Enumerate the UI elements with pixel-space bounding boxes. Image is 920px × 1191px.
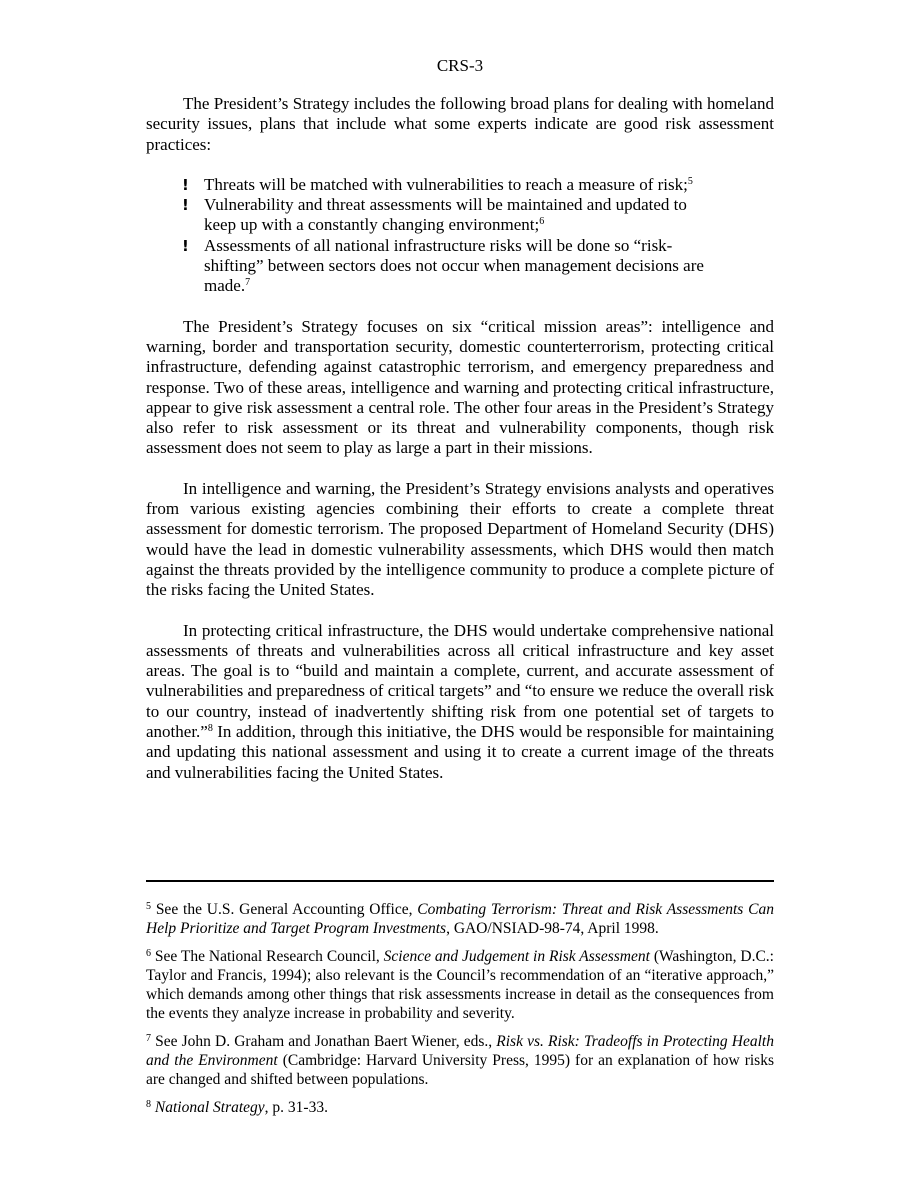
list-item xyxy=(182,174,716,195)
footnote-text: , GAO/NSIAD-98-74, April 1998. xyxy=(446,920,659,937)
bullet-text: Vulnerability and threat assessments will be maintained and updated to keep up with a constantly changing environment; xyxy=(204,195,687,235)
list-item xyxy=(182,235,716,297)
footnote-text: (Cambridge: Harvard University Press, 1995) for an explanation of how risks are changed and shifted between populations. xyxy=(146,1052,774,1088)
footnote-divider xyxy=(146,880,774,882)
list-item xyxy=(182,195,716,236)
cited-title: Science and Judgement in Risk Assessment xyxy=(383,948,650,965)
body-text xyxy=(146,94,774,783)
cited-title: Risk vs. Risk: Tradeoffs in Protecting Health and the Environment xyxy=(146,1033,774,1069)
footnote xyxy=(146,900,774,938)
infrastructure-text-a: In protecting critical infrastructure, the DHS would undertake comprehensive national assessments of threats and vulnerabilities across all critical infrastructure and key asset areas. The goal is to “build and maintain a complete, current, and accurate assessment of vulnerabilities and preparedness of critical targets” and “to ensure we reduce the overall risk to our country, instead of inadvertently shifting risk from one potential set of targets to another.” xyxy=(146,620,774,742)
intro-paragraph: The President’s Strategy includes the following broad plans for dealing with homeland security issues, plans that include what some experts indicate are good risk assessment practices: xyxy=(146,94,774,154)
footnote-ref[interactable]: 7 xyxy=(245,277,251,289)
footnote-ref[interactable]: 5 xyxy=(687,175,693,187)
footnote-text: (Washington, D.C.: Taylor and Francis, 1994); also relevant is the Council’s recommendation of an “iterative approach,” which demands among other things that risk assessments increase in detail as the consequences from the events they analyze increase in probability and severity. xyxy=(146,948,774,1022)
footnote-number: 5 xyxy=(146,901,151,912)
bullet-list xyxy=(146,175,716,297)
footnote-text: See John D. Graham and Jonathan Baert Wiener, eds., xyxy=(151,1033,497,1050)
bullet-mark: ! xyxy=(182,236,189,255)
cited-title: Combating Terrorism: Threat and Risk Assessments Can Help Prioritize and Target Program Investments xyxy=(146,901,774,937)
footnote-text: , p. 31-33. xyxy=(264,1099,328,1116)
bullet-text: Threats will be matched with vulnerabilities to reach a measure of risk; xyxy=(204,174,688,194)
bullet-mark: ! xyxy=(182,175,189,194)
bullet-text: Assessments of all national infrastructure risks will be done so “risk-shifting” between sectors does not occur when management decisions are made. xyxy=(204,235,704,296)
footnote xyxy=(146,1098,774,1117)
footnote-text: See The National Research Council, xyxy=(151,948,384,965)
footnote-number: 6 xyxy=(146,948,151,959)
footnotes xyxy=(146,900,774,1126)
mission-areas-paragraph: The President’s Strategy focuses on six “critical mission areas”: intelligence and warning, border and transportation security, domestic counterterrorism, protecting critical infrastructure, defending against catastrophic terrorism, and emergency preparedness and response. Two of these areas, intelligence and warning and protecting critical infrastructure, appear to give risk assessment a central role. The other four areas in the President’s Strategy also refer to risk assessment or its threat and vulnerability components, though risk assessment does not seem to play as large a part in their missions. xyxy=(146,316,774,458)
bullet-mark: ! xyxy=(182,196,189,215)
footnote-ref[interactable]: 8 xyxy=(207,723,213,735)
footnote xyxy=(146,1032,774,1089)
cited-title: National Strategy xyxy=(154,1099,265,1116)
intelligence-paragraph: In intelligence and warning, the President’s Strategy envisions analysts and operatives from various existing agencies combining their efforts to create a complete threat assessment for domestic terrorism. The proposed Department of Homeland Security (DHS) would have the lead in domestic vulnerability assessments, which DHS would then match against the threats provided by the intelligence community to produce a complete picture of the risks facing the United States. xyxy=(146,478,774,600)
page-header: CRS-3 xyxy=(436,56,484,75)
footnote xyxy=(146,947,774,1023)
footnote-number: 7 xyxy=(146,1033,151,1044)
infrastructure-paragraph xyxy=(146,621,774,783)
footnote-ref[interactable]: 6 xyxy=(539,216,545,228)
footnote-number: 8 xyxy=(146,1099,151,1110)
footnote-text: See the U.S. General Accounting Office, xyxy=(151,901,418,918)
infrastructure-text-b: In addition, through this initiative, the DHS would be responsible for maintaining and updating this national assessment and using it to create a current image of the threats and vulnerabilities facing the United States. xyxy=(146,722,774,782)
